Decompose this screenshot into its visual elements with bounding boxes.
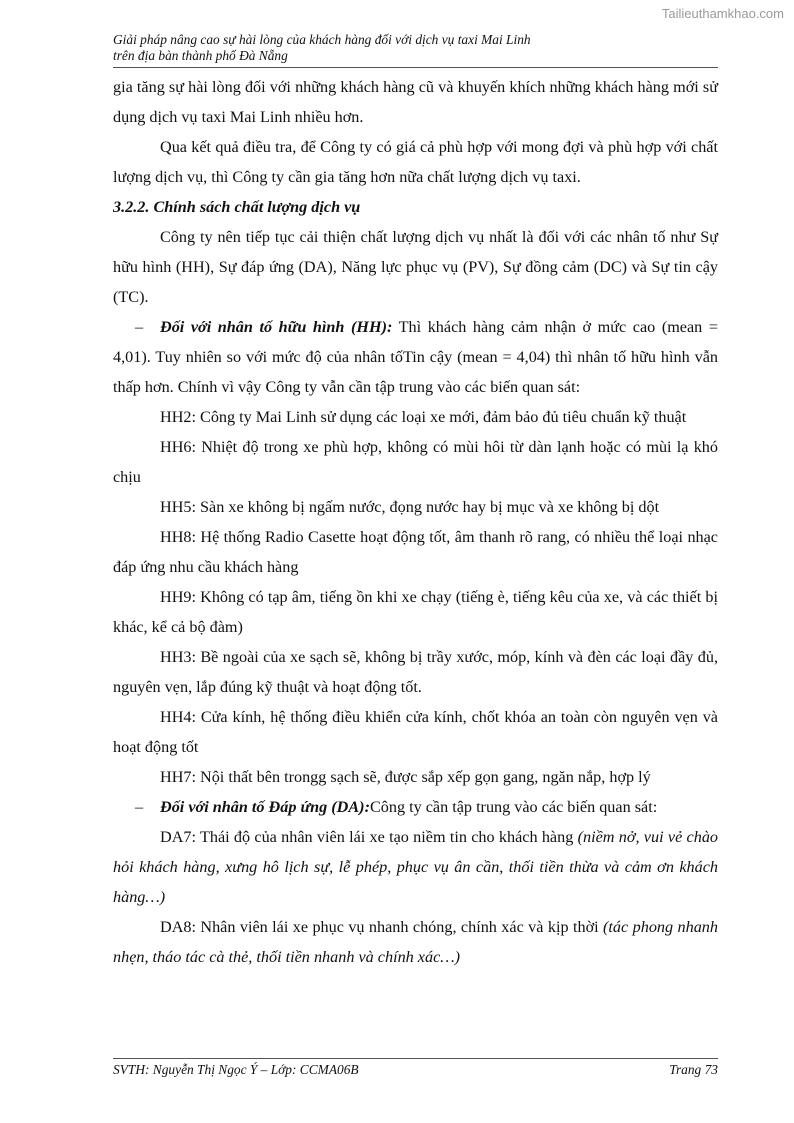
dash-marker: – <box>135 798 144 816</box>
header-divider <box>113 67 718 68</box>
bullet-hh-lead: Đối với nhân tố hữu hình (HH): <box>160 318 393 336</box>
watermark: Tailieuthamkhao.com <box>661 6 784 21</box>
paragraph-intro: Công ty nên tiếp tục cải thiện chất lượng dịch vụ nhất là đối với các nhân tố như Sự hữu hình (HH), Sự đáp ứng (DA), Năng lực phục vụ (PV), Sự đồng cảm (DC) và Sự tin cậy (TC). <box>113 228 718 306</box>
footer-author: SVTH: Nguyễn Thị Ngọc Ý – Lớp: CCMA06B <box>113 1062 359 1077</box>
list-item-da7-note: (niềm nở, vui vẻ chào hỏi khách hàng, xưng hô lịch sự, lễ phép, phục vụ ân cần, thối tiền thừa và cảm ơn khách hàng…) <box>113 828 719 906</box>
list-item-hh2: HH2: Công ty Mai Linh sử dụng các loại xe mới, đảm bảo đủ tiêu chuẩn kỹ thuật <box>160 408 687 426</box>
page-number: Trang 73 <box>669 1062 718 1077</box>
bullet-da-text: Công ty cần tập trung vào các biến quan sát: <box>369 798 658 816</box>
list-item-da8-text: DA8: Nhân viên lái xe phục vụ nhanh chóng, chính xác và kịp thời <box>160 918 604 936</box>
list-item-hh4: HH4: Cửa kính, hệ thống điều khiển cửa kính, chốt khóa an toàn còn nguyên vẹn và hoạt động tốt <box>113 708 718 756</box>
bullet-da-lead: Đối với nhân tố Đáp ứng (DA): <box>160 798 370 816</box>
bullet-hh <box>113 312 718 402</box>
footer-divider <box>113 1058 718 1059</box>
page-body <box>113 72 718 972</box>
page-footer <box>113 1062 718 1078</box>
section-heading: 3.2.2. Chính sách chất lượng dịch vụ <box>113 198 361 216</box>
bullet-hh-text: Thì khách hàng cảm nhận ở mức cao (mean = 4,01). Tuy nhiên so với mức độ của nhân tốTin cậy (mean = 4,04) thì nhân tố hữu hình vẫn thấp hơn. Chính vì vậy Công ty vẫn cần tập trung vào các biến quan sát: <box>113 318 718 396</box>
bullet-da <box>113 792 718 822</box>
header-title-line-1: Giải pháp nâng cao sự hài lòng của khách hàng đối với dịch vụ taxi Mai Linh <box>113 32 531 47</box>
list-item-da7-text: DA7: Thái độ của nhân viên lái xe tạo niềm tin cho khách hàng <box>160 828 578 846</box>
list-item-hh9: HH9: Không có tạp âm, tiếng ồn khi xe chạy (tiếng è, tiếng kêu của xe, và các thiết bị khác, kể cả bộ đàm) <box>113 588 718 636</box>
list-item-da8 <box>113 912 718 972</box>
paragraph-price: Qua kết quả điều tra, để Công ty có giá cả phù hợp với mong đợi và phù hợp với chất lượng dịch vụ, thì Công ty cần gia tăng hơn nữa chất lượng dịch vụ taxi. <box>113 138 718 186</box>
list-item-hh3: HH3: Bề ngoài của xe sạch sẽ, không bị trầy xước, móp, kính và đèn các loại đầy đủ, nguyên vẹn, lắp đúng kỹ thuật và hoạt động tốt. <box>113 648 718 696</box>
header-title-line-2: trên địa bàn thành phố Đà Nẵng <box>113 48 288 63</box>
list-item-da8-note: (tác phong nhanh nhẹn, tháo tác cà thẻ, thối tiền nhanh và chính xác…) <box>113 918 718 966</box>
list-item-hh6: HH6: Nhiệt độ trong xe phù hợp, không có mùi hôi từ dàn lạnh hoặc có mùi lạ khó chịu <box>113 438 718 486</box>
list-item-da7 <box>113 822 718 912</box>
list-item-hh5: HH5: Sàn xe không bị ngấm nước, đọng nước hay bị mục và xe không bị dột <box>160 498 660 516</box>
list-item-hh8: HH8: Hệ thống Radio Casette hoạt động tốt, âm thanh rõ rang, có nhiều thể loại nhạc đáp ứng nhu cầu khách hàng <box>113 528 718 576</box>
page-header <box>113 32 718 64</box>
dash-marker: – <box>135 318 144 336</box>
list-item-hh7: HH7: Nội thất bên trongg sạch sẽ, được sắp xếp gọn gang, ngăn nắp, hợp lý <box>160 768 651 786</box>
paragraph-continued: gia tăng sự hài lòng đối với những khách hàng cũ và khuyến khích những khách hàng mới sử dụng dịch vụ taxi Mai Linh nhiều hơn. <box>113 78 718 126</box>
